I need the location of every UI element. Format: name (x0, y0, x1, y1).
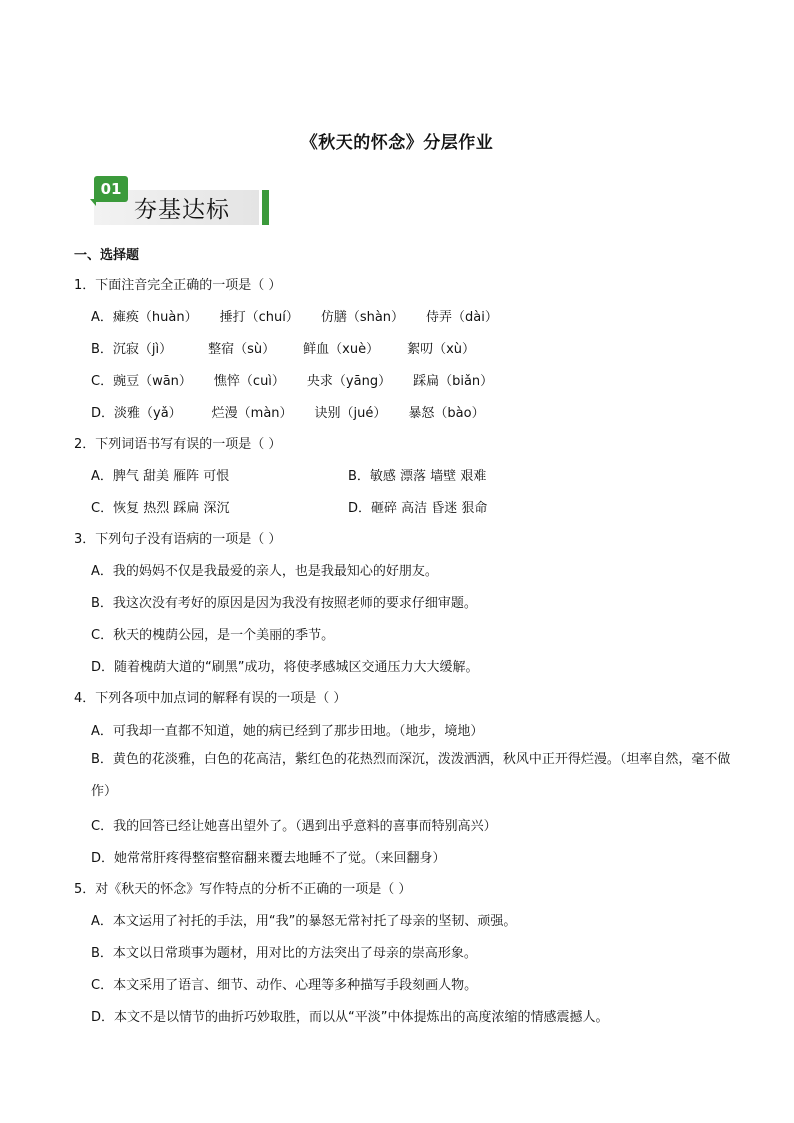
q5-option-b: B．本文以日常琐事为题材，用对比的方法突出了母亲的崇高形象。 (91, 946, 477, 961)
q1-option-c (91, 370, 493, 389)
q1-d-item: D．淡雅（yǎ） (91, 406, 182, 421)
q1-b-item: B．沉寂（jì） (91, 342, 173, 357)
q3-option-d: D．随着槐荫大道的“刷黑”成功，将使孝感城区交通压力大大缓解。 (91, 660, 479, 675)
q3-option-b: B．我这次没有考好的原因是因为我没有按照老师的要求仔细审题。 (91, 596, 477, 611)
q1-d-item: 诀别（jué） (314, 406, 387, 421)
q5-option-c: C．本文采用了语言、细节、动作、心理等多种描写手段刻画人物。 (91, 978, 478, 993)
q4-option-a: A．可我却一直都不知道，她的病已经到了那步田地。（地步，境地） (91, 724, 484, 739)
q1-d-item: 烂漫（màn） (211, 406, 293, 421)
question-stem-1: 1．下面注音完全正确的一项是（ ） (74, 278, 282, 293)
q2-option-b: B．敏感 漂落 墙壁 艰难 (348, 469, 487, 484)
section-banner (84, 172, 274, 228)
q1-a-item: 仿膳（shàn） (320, 310, 405, 325)
q1-c-item: C．豌豆（wān） (91, 374, 192, 389)
question-stem-3: 3．下列句子没有语病的一项是（ ） (74, 532, 282, 547)
question-stem-4: 4．下列各项中加点词的解释有误的一项是（ ） (74, 691, 347, 706)
banner-accent-bar (262, 190, 269, 225)
q1-option-b (91, 338, 475, 357)
document-title: 《秋天的怀念》分层作业 (300, 133, 494, 153)
q4-option-c: C．我的回答已经让她喜出望外了。（遇到出乎意料的喜事而特别高兴） (91, 819, 497, 834)
q1-c-item: 憔悴（cuì） (213, 374, 285, 389)
q1-b-item: 鲜血（xuè） (303, 342, 380, 357)
q4-option-b: B．黄色的花淡雅，白色的花高洁，紫红色的花热烈而深沉，泼泼洒洒，秋风中正开得烂漫。（坦率自然，毫不做作） (91, 752, 731, 799)
banner-number-badge: 01 (94, 176, 128, 202)
q1-a-item: A．瘫痪（huàn） (91, 310, 198, 325)
q1-d-item: 暴怒（bào） (408, 406, 485, 421)
q1-option-d (91, 402, 485, 421)
q2-option-a: A．脾气 甜美 雁阵 可恨 (91, 469, 230, 484)
q2-option-c: C．恢复 热烈 踩扁 深沉 (91, 501, 230, 516)
banner-label: 夯基达标 (134, 197, 230, 223)
q2-option-d: D．砸碎 高洁 昏迷 狠命 (348, 501, 488, 516)
q3-option-a: A．我的妈妈不仅是我最爱的亲人，也是我最知心的好朋友。 (91, 564, 438, 579)
q1-c-item: 央求（yāng） (306, 374, 392, 389)
q1-option-a (91, 306, 498, 325)
q5-option-d: D．本文不是以情节的曲折巧妙取胜，而以从“平淡”中体提炼出的高度浓缩的情感震撼人。 (91, 1010, 609, 1025)
q4-option-d: D．她常常肝疼得整宿整宿翻来覆去地睡不了觉。（来回翻身） (91, 851, 446, 866)
q1-a-item: 侍弄（dài） (426, 310, 498, 325)
q3-option-c: C．秋天的槐荫公园，是一个美丽的季节。 (91, 628, 335, 643)
q1-b-item: 絮叨（xù） (407, 342, 476, 357)
q5-option-a: A．本文运用了衬托的手法，用“我”的暴怒无常衬托了母亲的坚韧、顽强。 (91, 914, 517, 929)
question-stem-2: 2．下列词语书写有误的一项是（ ） (74, 437, 282, 452)
q1-c-item: 踩扁（biǎn） (413, 374, 494, 389)
question-stem-5: 5．对《秋天的怀念》写作特点的分析不正确的一项是（ ） (74, 882, 412, 897)
section-heading: 一、选择题 (74, 248, 140, 263)
q1-a-item: 捶打（chuí） (219, 310, 299, 325)
q1-b-item: 整宿（sù） (208, 342, 276, 357)
